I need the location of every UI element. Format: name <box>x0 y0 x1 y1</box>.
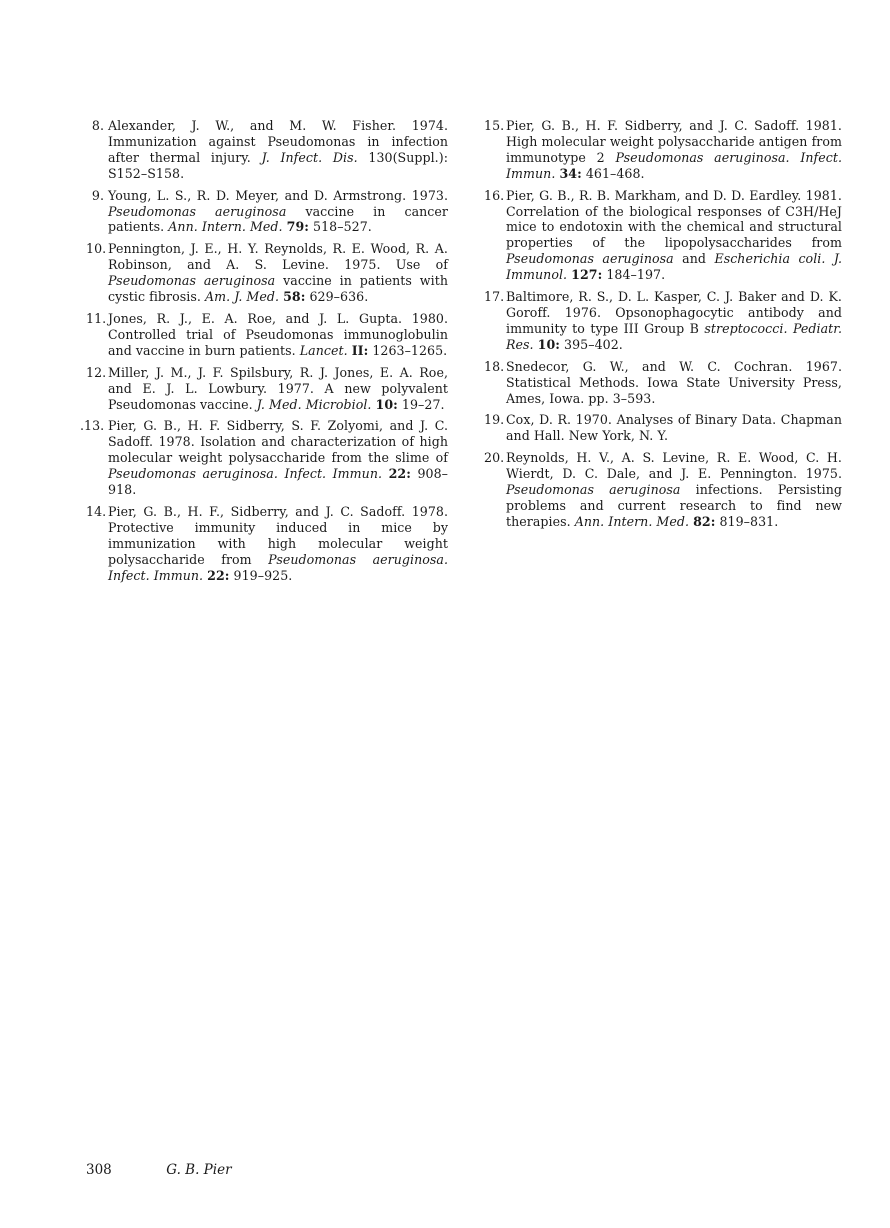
reference-text: Cox, D. R. 1970. Analyses of Binary Data. Chapman and Hall. New York, N. Y. <box>506 412 842 444</box>
reference-text: Pseudomonas aeruginosa. Infect. Immun. <box>506 149 842 181</box>
reference-number: 9. <box>91 187 104 203</box>
reference-text: Escherichia coli. J. Immunol. <box>506 251 843 283</box>
reference-number: 12. <box>86 364 107 380</box>
reference-text: II: <box>351 342 369 358</box>
reference-text: Pseudomonas aeruginosa. Infect. Immun. <box>108 466 383 482</box>
reference-list-right <box>484 118 842 536</box>
reference-number: 14. <box>86 503 107 519</box>
reference-text: Snedecor, G. W., and W. C. Cochran. 1967. Statistical Methods. Iowa State University Press, Ames, Iowa. pp. 3–593. <box>506 358 842 406</box>
reference-text: 629–636. <box>305 289 369 305</box>
reference-text: Pennington, J. E., H. Y. Reynolds, R. E. Wood, R. A. Robinson, and A. S. Levine. 1975. Use of <box>108 241 448 273</box>
reference-entry <box>484 118 842 182</box>
reference-text: J. Med. Microbiol. <box>256 396 372 412</box>
reference-entry <box>484 188 842 283</box>
reference-text: Pseudomonas aeruginosa <box>506 251 674 267</box>
reference-number: 20. <box>484 450 505 466</box>
reference-text: J. Infect. Dis. <box>261 149 358 165</box>
reference-text: 58: <box>283 289 306 305</box>
reference-text: Ann. Intern. Med. <box>574 513 690 529</box>
reference-text: Pseudomonas aeruginosa <box>108 273 276 289</box>
reference-text: 130(Suppl.): S152–S158. <box>108 149 448 181</box>
reference-number: 8. <box>91 118 104 133</box>
reference-text: 22: <box>388 466 411 482</box>
reference-text: Lancet. <box>299 342 348 358</box>
reference-text: Pier, G. B., H. F. Sidberry, S. F. Zolyomi, and J. C. Sadoff. 1978. Isolation and characterization of high molecular weight polysaccharide from the slime of <box>108 418 448 466</box>
reference-number: 18. <box>484 358 505 374</box>
reference-entry <box>86 188 448 236</box>
reference-number: 15. <box>484 118 505 133</box>
reference-text: Baltimore, R. S., D. L. Kasper, C. J. Baker and D. K. Goroff. 1976. Opsonophagocytic antibody and immunity to type III Group B <box>506 289 842 336</box>
reference-entry <box>86 504 448 584</box>
reference-text: Pseudomonas aeruginosa <box>506 482 681 498</box>
reference-entry <box>80 418 448 498</box>
reference-text: 34: <box>559 165 582 181</box>
reference-entry <box>484 289 842 353</box>
reference-number: 19. <box>484 412 505 428</box>
reference-number: 11. <box>86 310 107 326</box>
reference-number: .13. <box>80 418 105 434</box>
reference-text: Alexander, J. W., and M. W. Fisher. 1974. Immunization against Pseudomonas in infection after thermal injury. <box>108 118 448 165</box>
reference-text: Pier, G. B., R. B. Markham, and D. D. Eardley. 1981. Correlation of the biological responses of C3H/HeJ mice to endotoxin with the chemical and structural properties of the lipopolysaccharides from <box>506 187 842 251</box>
reference-text: and <box>673 251 715 267</box>
reference-text: Pier, G. B., H. F. Sidberry, and J. C. Sadoff. 1981. High molecular weight polysaccharide antigen from immunotype 2 <box>506 118 842 165</box>
reference-text: 184–197. <box>602 267 666 283</box>
reference-text: vaccine in patients with cystic fibrosis. <box>108 273 448 305</box>
reference-text: 10: <box>537 336 560 352</box>
reference-entry <box>86 311 448 359</box>
reference-text: 1263–1265. <box>368 342 448 358</box>
reference-text: 395–402. <box>560 336 623 352</box>
reference-text: 518–527. <box>308 219 372 235</box>
reference-text: Ann. Intern. Med. <box>168 219 283 235</box>
page-number: 308 <box>86 1162 112 1178</box>
reference-entry <box>484 412 842 444</box>
reference-text: infections. Persisting problems and current research to find new therapies. <box>506 482 842 529</box>
reference-entry <box>86 241 448 305</box>
reference-number: 10. <box>86 241 107 257</box>
reference-text: 22: <box>207 567 230 583</box>
reference-text: Pier, G. B., H. F., Sidberry, and J. C. Sadoff. 1978. Protective immunity induced in mice by immunization with high molecular weight polysaccharide from <box>108 503 448 567</box>
reference-text: 919–925. <box>229 567 293 583</box>
reference-entry <box>484 450 842 530</box>
reference-text: Young, L. S., R. D. Meyer, and D. Armstrong. 1973. <box>108 187 448 203</box>
running-author: G. B. Pier <box>166 1162 232 1178</box>
page-footer <box>86 1162 232 1178</box>
reference-text: Pseudomonas aeruginosa. Infect. Immun. <box>108 551 448 583</box>
reference-entry <box>86 365 448 413</box>
reference-text: 19–27. <box>397 396 445 412</box>
reference-text: Miller, J. M., J. F. Spilsbury, R. J. Jones, E. A. Roe, and E. J. L. Lowbury. 1977. A new polyvalent Pseudomonas vaccine. <box>108 364 448 412</box>
reference-text: 82: <box>693 513 716 529</box>
reference-text: vaccine in cancer patients. <box>108 203 448 235</box>
reference-entry <box>484 359 842 407</box>
reference-text: 819–831. <box>715 513 779 529</box>
reference-number: 17. <box>484 289 505 305</box>
reference-text: 461–468. <box>581 165 645 181</box>
reference-list-left <box>80 118 448 589</box>
reference-text: 79: <box>286 219 309 235</box>
reference-entry <box>86 118 448 182</box>
reference-text: 10: <box>375 396 398 412</box>
reference-text: Jones, R. J., E. A. Roe, and J. L. Gupta. 1980. Controlled trial of Pseudomonas immunoglobulin and vaccine in burn patients. <box>108 310 448 358</box>
reference-text: 127: <box>571 267 603 283</box>
reference-text: Pseudomonas aeruginosa <box>108 203 287 219</box>
reference-text: Reynolds, H. V., A. S. Levine, R. E. Wood, C. H. Wierdt, D. C. Dale, and J. E. Pennington. 1975. <box>506 450 842 482</box>
reference-number: 16. <box>484 187 505 203</box>
reference-text: Am. J. Med. <box>204 289 280 305</box>
reference-text: streptococci. Pediatr. Res. <box>506 320 842 352</box>
reference-text: 908–918. <box>108 466 448 498</box>
